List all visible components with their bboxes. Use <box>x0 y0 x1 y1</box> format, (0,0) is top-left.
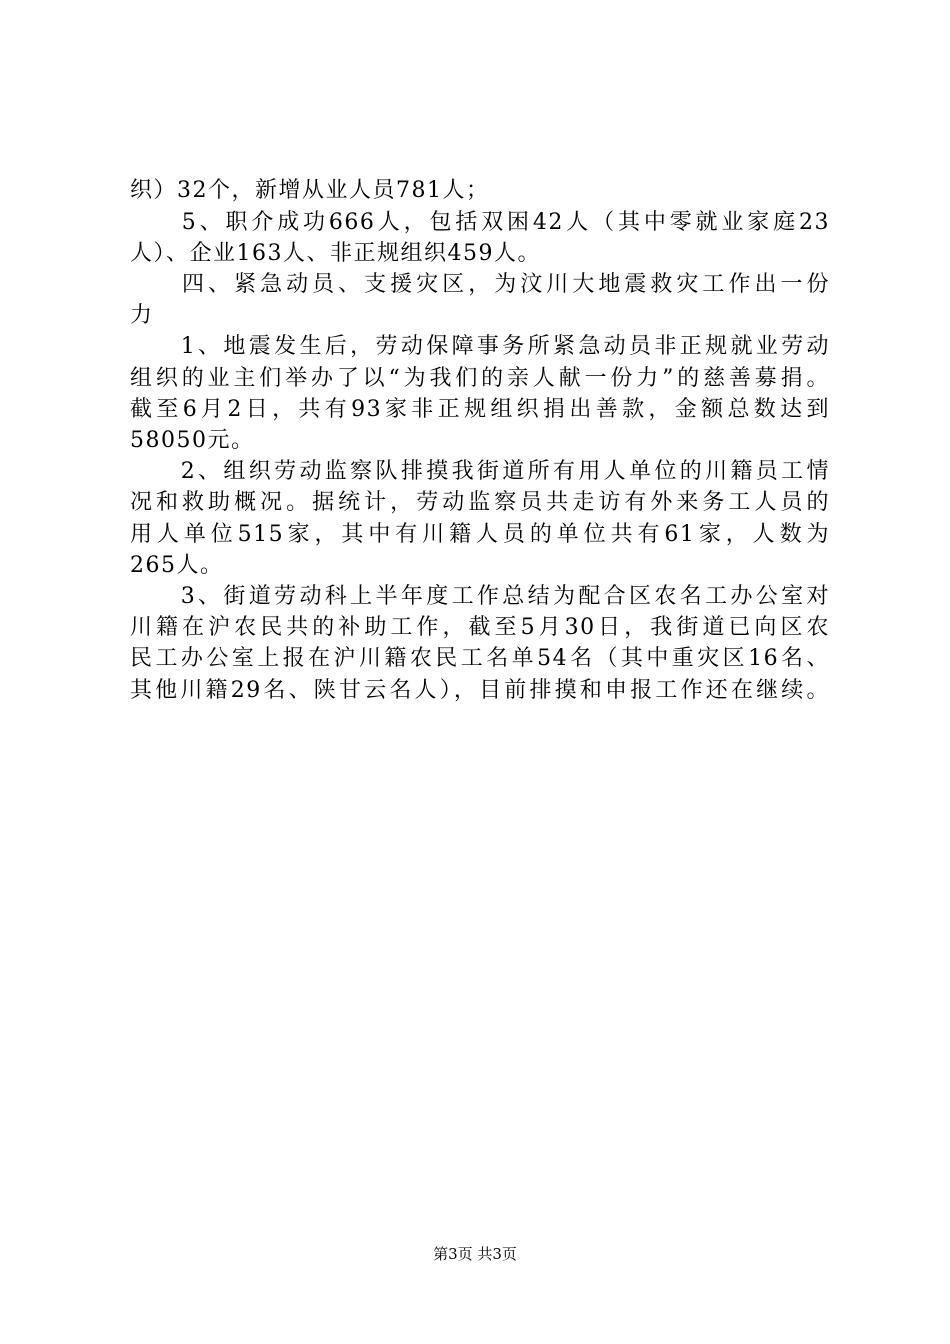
text-line: 截至6月2日，共有93家非正规组织捐出善款，金额总数达到 <box>130 397 830 422</box>
text-line: 况和救助概况。据统计，劳动监察员共走访有外来务工人员的 <box>130 490 830 515</box>
text-line: 织）32个，新增从业人员781人； <box>130 178 490 203</box>
text-line: 5、职介成功666人，包括双困42人（其中零就业家庭23 <box>130 210 830 235</box>
page-number-footer: 第3页 共3页 <box>433 1245 517 1263</box>
text-line: 3、街道劳动科上半年度工作总结为配合区农名工办公室对 <box>130 584 830 609</box>
text-line: 58050元。 <box>130 428 255 453</box>
text-line: 力 <box>130 303 154 328</box>
text-line: 265人。 <box>130 553 224 578</box>
text-line: 2、组织劳动监察队排摸我街道所有用人单位的川籍员工情 <box>130 459 830 484</box>
text-line: 组织的业主们举办了以“为我们的亲人献一份力”的慈善募捐。 <box>130 366 830 391</box>
text-line: 1、地震发生后，劳动保障事务所紧急动员非正规就业劳动 <box>130 334 830 359</box>
text-line: 民工办公室上报在沪川籍农民工名单54名（其中重灾区16名、 <box>130 646 830 671</box>
text-line: 四、紧急动员、支援灾区，为汶川大地震救灾工作出一份 <box>130 272 830 297</box>
text-line: 其他川籍29名、陕甘云名人），目前排摸和申报工作还在继续。 <box>130 678 830 703</box>
text-line: 用人单位515家，其中有川籍人员的单位共有61家，人数为 <box>130 522 830 547</box>
text-line: 人）、企业163人、非正规组织459人。 <box>130 241 541 266</box>
text-line: 川籍在沪农民共的补助工作，截至5月30日，我街道已向区农 <box>130 615 830 640</box>
